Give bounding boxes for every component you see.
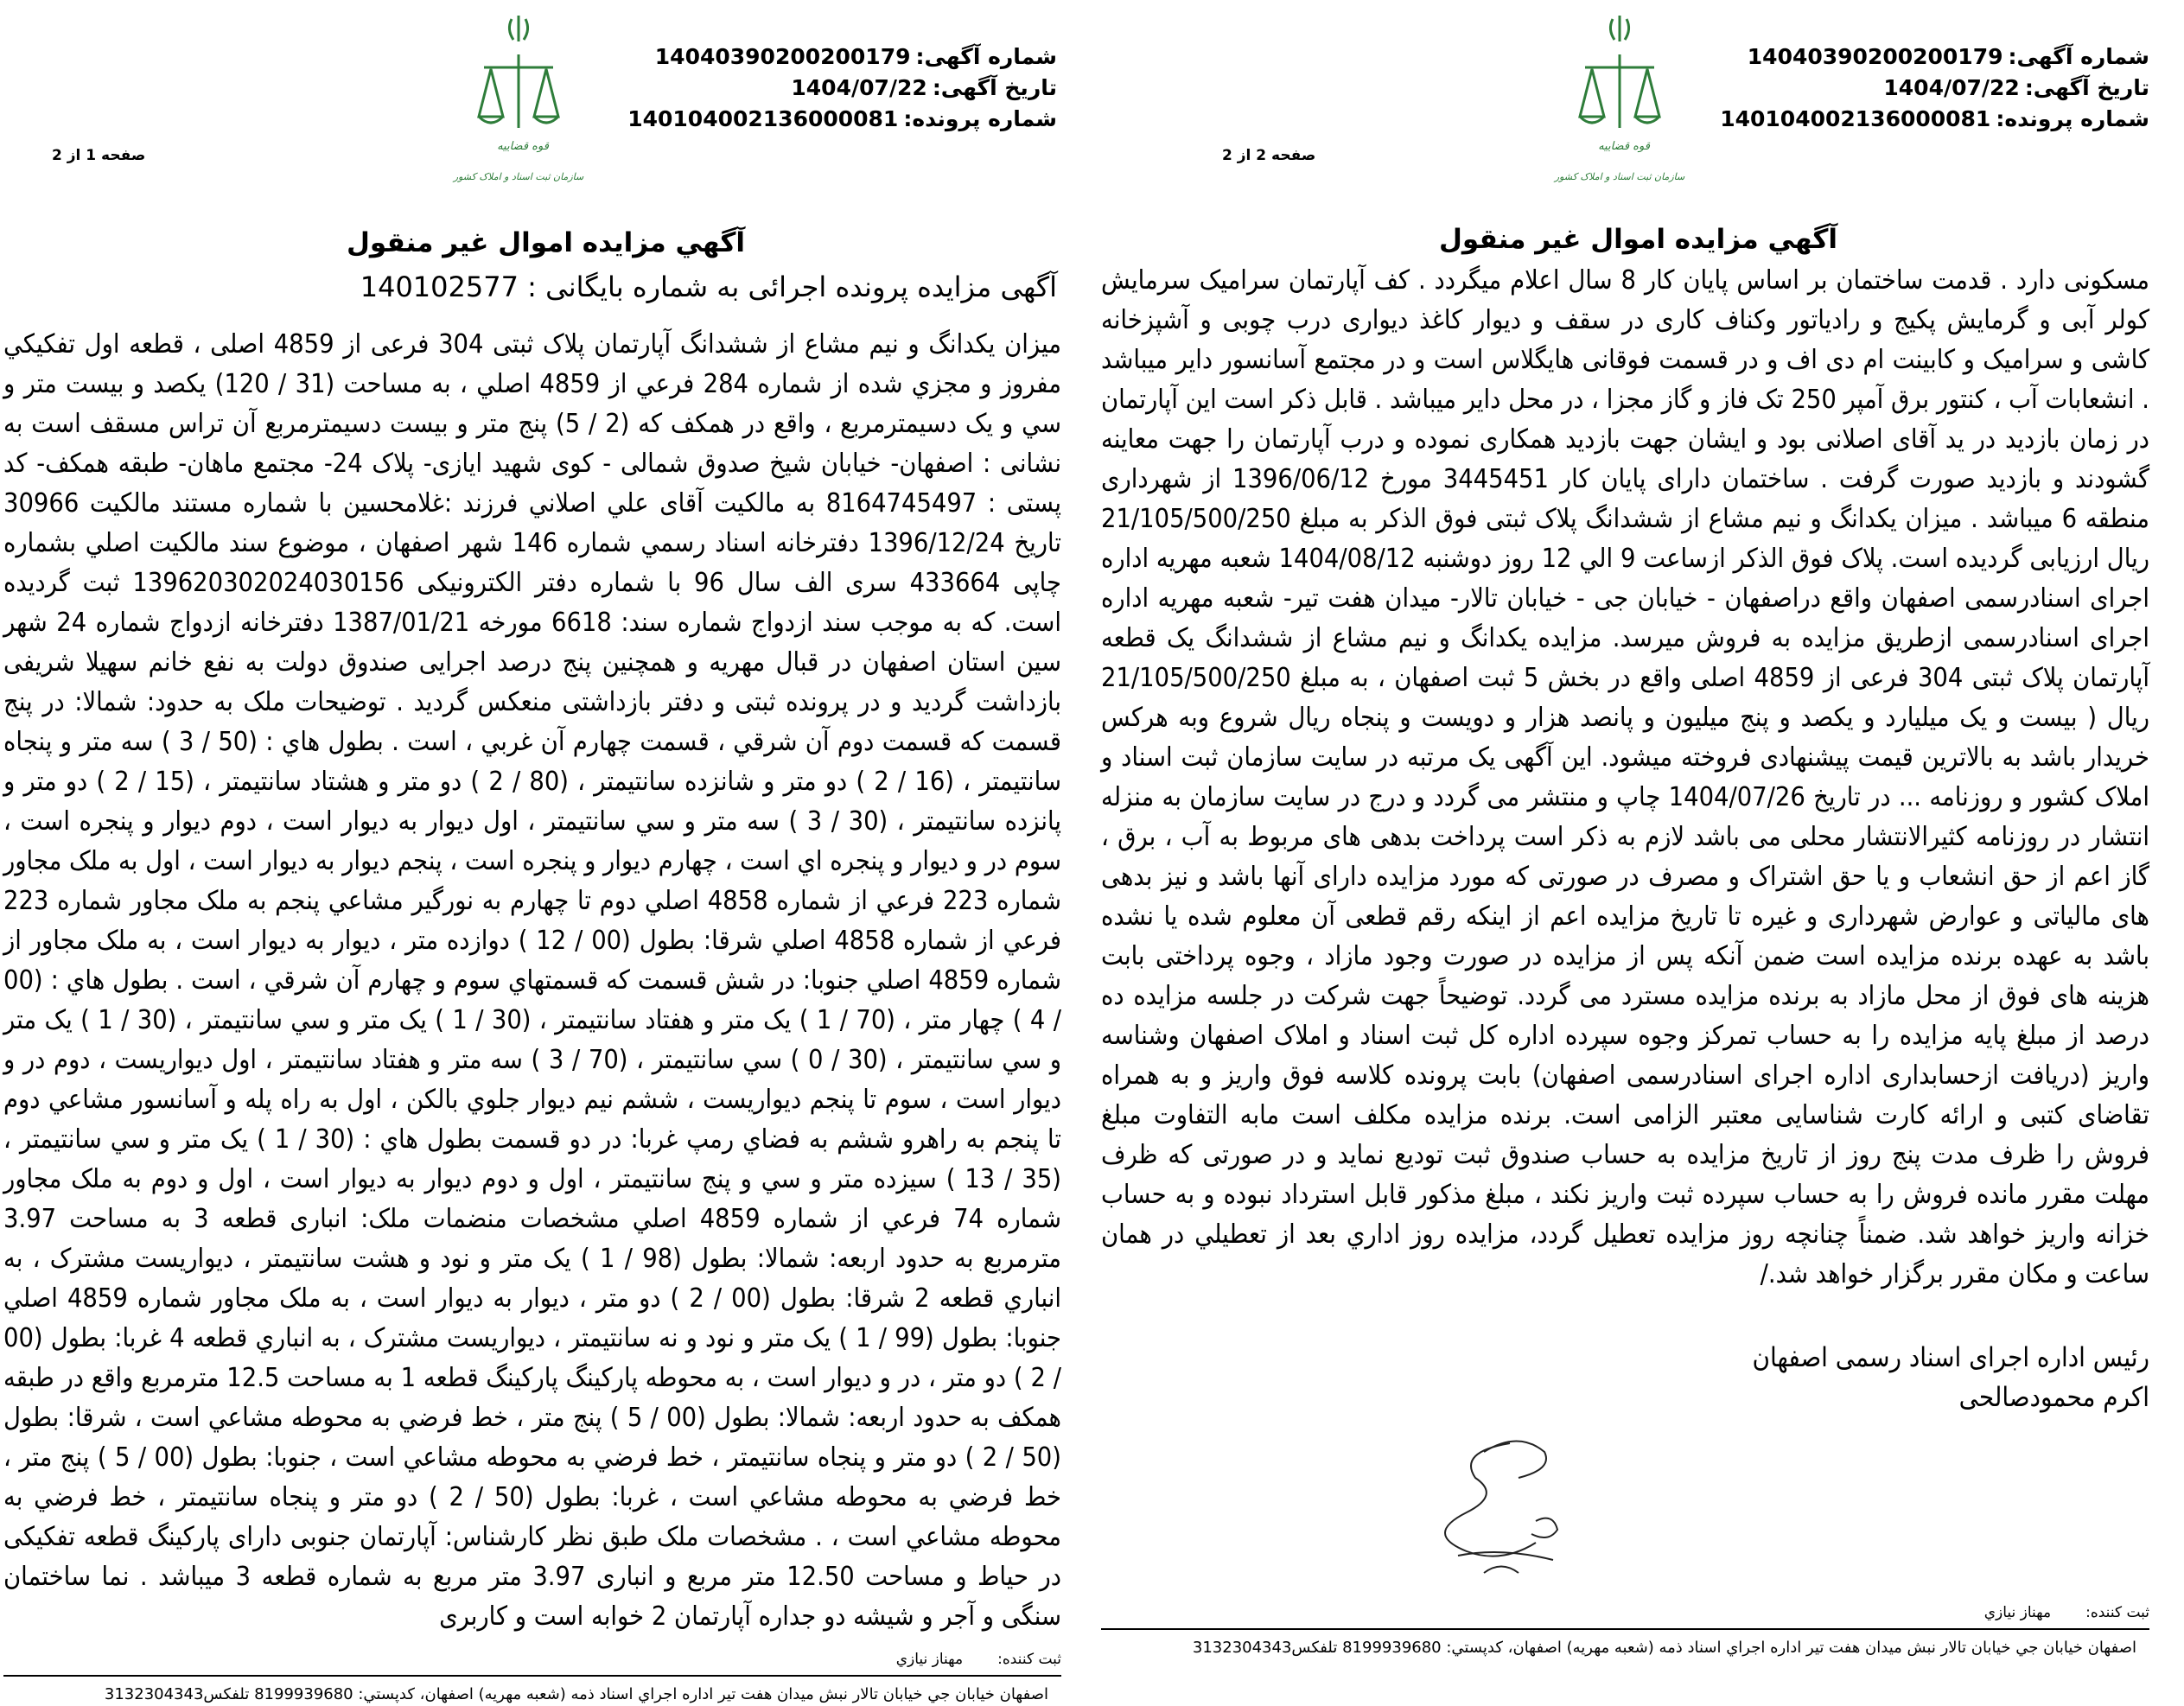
registrar	[3, 1649, 1061, 1670]
signer-name: اکرم محمودصالحی	[1958, 1382, 2149, 1413]
svg-text:قوه قضاییه: قوه قضاییه	[1598, 140, 1650, 153]
registrar-name: مهناز نیازي	[895, 1651, 964, 1668]
footer-address: اصفهان خیابان جي خیابان تالار نبش میدان هفت تیر اداره اجراي اسناد ذمه (شعبه مهریه) اصفهان، کدپستي: 8199939680 تلفکس3132304343	[1192, 1639, 2136, 1657]
ad-date-label: تاریخ آگهی:	[932, 75, 1057, 100]
judiciary-logo-icon	[1550, 7, 1689, 193]
footer-address: اصفهان خیابان جي خیابان تالار نبش میدان هفت تیر اداره اجراي اسناد ذمه (شعبه مهریه) اصفهان، کدپستي: 8199939680 تلفکس3132304343	[104, 1685, 1048, 1703]
footer-divider	[1101, 1628, 2149, 1630]
ad-number-label: شماره آگهی:	[915, 44, 1057, 69]
page-number: صفحه 2 از 2	[1222, 147, 1316, 164]
notice-page-1	[0, 0, 1092, 1703]
notice-header	[1715, 41, 2149, 135]
notice-content	[3, 325, 1061, 1706]
registrar-name: مهناز نیازي	[1983, 1604, 2052, 1621]
signer-block	[1101, 1338, 2149, 1417]
notice-body-text: میزان یکدانگ و نیم مشاع از ششدانگ آپارتمان پلاک ثبتی 304 فرعی از 4859 اصلی ، قطعه اول تفکیکي مفروز و مجزي شده از شماره 284 فرعي از 4859 اصلي ، به مساحت (31 / 120) یکصد و بیست متر و سي و یک دسیمترمربع ، واقع در همکف که (2 / 5) پنج متر و بیست دسیمترمربع آن تراس مسقف است به نشانی : اصفهان- خیابان شیخ صدوق شمالی - کوی شهید ایازی- پلاک 24- مجتمع ماهان- طبقه همکف- کد پستی : 8164745497 به مالکیت آقای علي اصلاني فرزند :غلامحسین با شماره مستند مالکیت 30966 تاریخ 1396/12/24 دفترخانه اسناد رسمي شماره 146 شهر اصفهان ، موضوع سند مالکیت اصلي بشماره چاپی 433664 سری الف سال 96 با شماره دفتر الکترونیکی 139620302024030156 ثبت گردیده است. که به موجب سند ازدواج شماره سند: 6618 مورخه 1387/01/21 دفترخانه ازدواج شماره 24 شهر سین استان اصفهان در قبال مهریه و همچنین پنج درصد اجرایی صندوق دولت به نفع خانم سهیلا شریفی بازداشت گردید و در پرونده ثبتی و دفتر بازداشتی منعکس گردید . توضیحات ملک به حدود: شمالا: در پنج قسمت که قسمت دوم آن شرقي ، قسمت چهارم آن غربي ، است . بطول هاي : (50 / 3 ) سه متر و پنجاه سانتیمتر ، (16 / 2 ) دو متر و شانزده سانتیمتر ، (80 / 2 ) دو متر و هشتاد سانتیمتر ، (15 / 2 ) دو متر و پانزده سانتیمتر ، (30 / 3 ) سه متر و سي سانتیمتر ، اول دیوار به دیوار است ، دوم دیوار و پنجره است ، سوم در و دیوار و پنجره اي است ، چهارم دیوار و پنجره است ، پنجم دیوار به دیوار است ، اول به ملک مجاور شماره 223 فرعي از شماره 4858 اصلي دوم تا چهارم به نورگیر مشاعي پنجم به ملک مجاور شماره 223 فرعي از شماره 4858 اصلي شرقا: بطول (00 / 12 ) دوازده متر ، دیوار به دیوار است ، به ملک مجاور از شماره 4859 اصلي جنوبا: در شش قسمت که قسمتهاي سوم و چهارم آن شرقي ، است . بطول هاي : (00 / 4 ) چهار متر ، (70 / 1 ) یک متر و هفتاد سانتیمتر ، (30 / 1 ) یک متر و سي سانتیمتر ، (30 / 1 ) یک متر و سي سانتیمتر ، (30 / 0 ) سي سانتیمتر ، (70 / 3 ) سه متر و هفتاد سانتیمتر ، اول دیواریست ، دوم در و دیوار است ، سوم تا پنجم دیواریست ، ششم نیم دیوار جلوي بالکن ، اول به راه پله و آسانسور مشاعي دوم تا پنجم به راهرو ششم به فضاي رمپ غربا: در دو قسمت بطول هاي : (30 / 1 ) یک متر و سي سانتیمتر ، (35 / 13 ) سیزده متر و سي و پنج سانتیمتر ، اول و دوم دیوار به دیوار است ، اول و دوم به ملک مجاور شماره 74 فرعي از شماره 4859 اصلي مشخصات منضمات ملک: انباری قطعه 3 به مساحت 3.97 مترمربع به حدود اربعه: شمالا: بطول (98 / 1 ) یک متر و نود و هشت سانتیمتر ، دیواریست مشترک ، به انباري قطعه 2 شرقا: بطول (00 / 2 ) دو متر ، دیوار به دیوار است ، به ملک مجاور شماره 4859 اصلي جنوبا: بطول (99 / 1 ) یک متر و نود و نه سانتیمتر ، دیواریست مشترک ، به انباري قطعه 4 غربا: بطول (00 / 2 ) دو متر ، در و دیوار است ، به محوطه پارکینگ پارکینگ قطعه 1 به مساحت 12.5 مترمربع واقع در طبقه همکف به حدود اربعه: شمالا: بطول (00 / 5 ) پنج متر ، خط فرضي به محوطه مشاعي است ، شرقا: بطول (50 / 2 ) دو متر و پنجاه سانتیمتر ، خط فرضي به محوطه مشاعي است ، جنوبا: بطول (00 / 5 ) پنج متر ، خط فرضي به محوطه مشاعي است ، غربا: بطول (50 / 2 ) دو متر و پنجاه سانتیمتر ، خط فرضي به محوطه مشاعي است ، . مشخصات ملک طبق نظر کارشناس: آپارتمان جنوبی دارای پارکینگ قطعه تفکیکی در حیاط و مساحت 12.50 متر مربع و انباری 3.97 متر مربع به شماره قطعه 3 میباشد . نما ساختمان سنگی و آجر و شیشه دو جداره آپارتمان 2 خوابه است و کاربری	[3, 329, 1062, 1632]
ad-number-label: شماره آگهی:	[2008, 44, 2149, 69]
handwritten-signature-icon	[1406, 1426, 1614, 1590]
file-number: 140104002136000081	[1720, 106, 1991, 131]
notice-header	[622, 41, 1057, 135]
notice-content	[1101, 261, 2149, 1659]
file-number-label: شماره پرونده:	[1996, 106, 2149, 131]
footer-divider	[3, 1675, 1061, 1677]
notice-subtitle: آگهی مزایده پرونده اجرائی به شماره بایگانی : 140102577	[360, 271, 1057, 303]
svg-text:سازمان ثبت اسناد و املاک کشور: سازمان ثبت اسناد و املاک کشور	[1554, 171, 1685, 182]
ad-date: 1404/07/22	[1883, 75, 2020, 100]
registrar	[1101, 1602, 2149, 1623]
notice-body-text: مسکونی دارد . قدمت ساختمان بر اساس پایان کار 8 سال اعلام میگردد . کف آپارتمان سرامیک سرمایش کولر آبی و گرمایش پکیج و رادیاتور وکناف کاری در سقف و دیوار کاغذ دیواری درب چوبی و آشپزخانه کاشی و سرامیک و کابینت ام دی اف و در قسمت فوقانی هایگلاس است و در مجتمع آسانسور دایر میباشد . انشعابات آب ، کنتور برق آمپر 250 تک فاز و گاز مجزا ، در محل دایر میباشد . قابل ذکر است این آپارتمان در زمان بازدید در ید آقای اصلانی بود و ایشان جهت بازدید همکاری نموده و درب آپارتمان را جهت معاینه گشودند و بازدید صورت گرفت . ساختمان دارای پایان کار 3445451 مورخ 1396/06/12 از شهرداری منطقه 6 میباشد . میزان یکدانگ و نیم مشاع از ششدانگ پلاک ثبتی فوق الذکر به مبلغ 21/105/500/250 ریال ارزیابی گردیده است. پلاک فوق الذکر ازساعت 9 الي 12 روز دوشنبه 1404/08/12 شعبه مهریه اداره اجرای اسنادرسمی اصفهان واقع دراصفهان - خیابان جی - خیابان تالار- میدان هفت تیر- شعبه مهریه اداره اجرای اسنادرسمی ازطریق مزایده به فروش میرسد. مزایده یکدانگ و نیم مشاع از ششدانگ یک قطعه آپارتمان پلاک ثبتی 304 فرعی از 4859 اصلی واقع در بخش 5 ثبت اصفهان ، به مبلغ 21/105/500/250 ریال ( بیست و یک میلیارد و یکصد و پنج میلیون و پانصد هزار و دویست و پنجاه ریال شروع وبه هرکس خریدار باشد به بالاترین قیمت پیشنهادی فروخته میشود. این آگهی یک مرتبه در سایت سازمان ثبت اسناد و املاک کشور و روزنامه ... در تاریخ 1404/07/26 چاپ و منتشر می گردد و درج در سایت سازمان به منزله انتشار در روزنامه کثیرالانتشار محلی می باشد لازم به ذکر است پرداخت بدهی های مربوط به آب ، برق ، گاز اعم از حق انشعاب و یا حق اشتراک و مصرف در صورتی که مورد مزایده دارای آنها باشد و نیز بدهی های مالیاتی و عوارض شهرداری و غیره تا تاریخ مزایده اعم از اینکه رقم قطعی آن معلوم شده یا نشده باشد به عهده برنده مزایده است ضمن آنکه پس از مزایده در صورت وجود مازاد ، وجوه پرداختی بابت هزینه های فوق از محل مازاد به برنده مزایده مسترد می گردد. توضیحاً جهت شرکت در جلسه مزایده ده درصد از مبلغ پایه مزایده را به حساب تمرکز وجوه سپرده اداره کل ثبت اسناد و املاک اصفهان وشناسه واریز (دریافت ازحسابداری اداره اجرای اسنادرسمی اصفهان) بابت پرونده کلاسه فوق واریز و به همراه تقاضای کتبی و ارائه کارت شناسایی معتبر الزامی است. برنده مزایده مکلف است مابه التفاوت مبلغ فروش را ظرف مدت پنج روز از تاریخ مزایده به حساب صندوق ثبت تودیع نماید و در صورتی که ظرف مهلت مقرر مانده فروش را به حساب سپرده ثبت واریز نکند ، مبلغ مذکور قابل استرداد نبوده و به حساب خزانه واریز خواهد شد. ضمناً چنانچه روز مزایده تعطیل گردد، مزایده روز اداري بعد از تعطیلي در همان ساعت و مکان مقرر برگزار خواهد شد./	[1101, 265, 2150, 1289]
file-number: 140104002136000081	[627, 106, 899, 131]
judiciary-logo-icon	[449, 7, 588, 193]
ad-number: 14040390200200179	[1747, 44, 2003, 69]
svg-text:سازمان ثبت اسناد و املاک کشور: سازمان ثبت اسناد و املاک کشور	[453, 171, 584, 182]
registrar-label: ثبت کننده:	[997, 1651, 1061, 1668]
svg-text:قوه قضاییه: قوه قضاییه	[497, 140, 549, 153]
registrar-label: ثبت کننده:	[2085, 1604, 2149, 1621]
ad-date: 1404/07/22	[791, 75, 927, 100]
notice-title: آگهي مزایده اموال غیر منقول	[347, 227, 745, 258]
file-number-label: شماره پرونده:	[903, 106, 1057, 131]
notice-page-2	[1092, 0, 2184, 1657]
signer-title: رئیس اداره اجرای اسناد رسمی اصفهان	[1752, 1342, 2149, 1373]
ad-date-label: تاریخ آگهی:	[2024, 75, 2149, 100]
ad-number: 14040390200200179	[654, 44, 911, 69]
notice-title: آگهي مزایده اموال غیر منقول	[1439, 224, 1837, 255]
page-number: صفحه 1 از 2	[52, 147, 146, 164]
